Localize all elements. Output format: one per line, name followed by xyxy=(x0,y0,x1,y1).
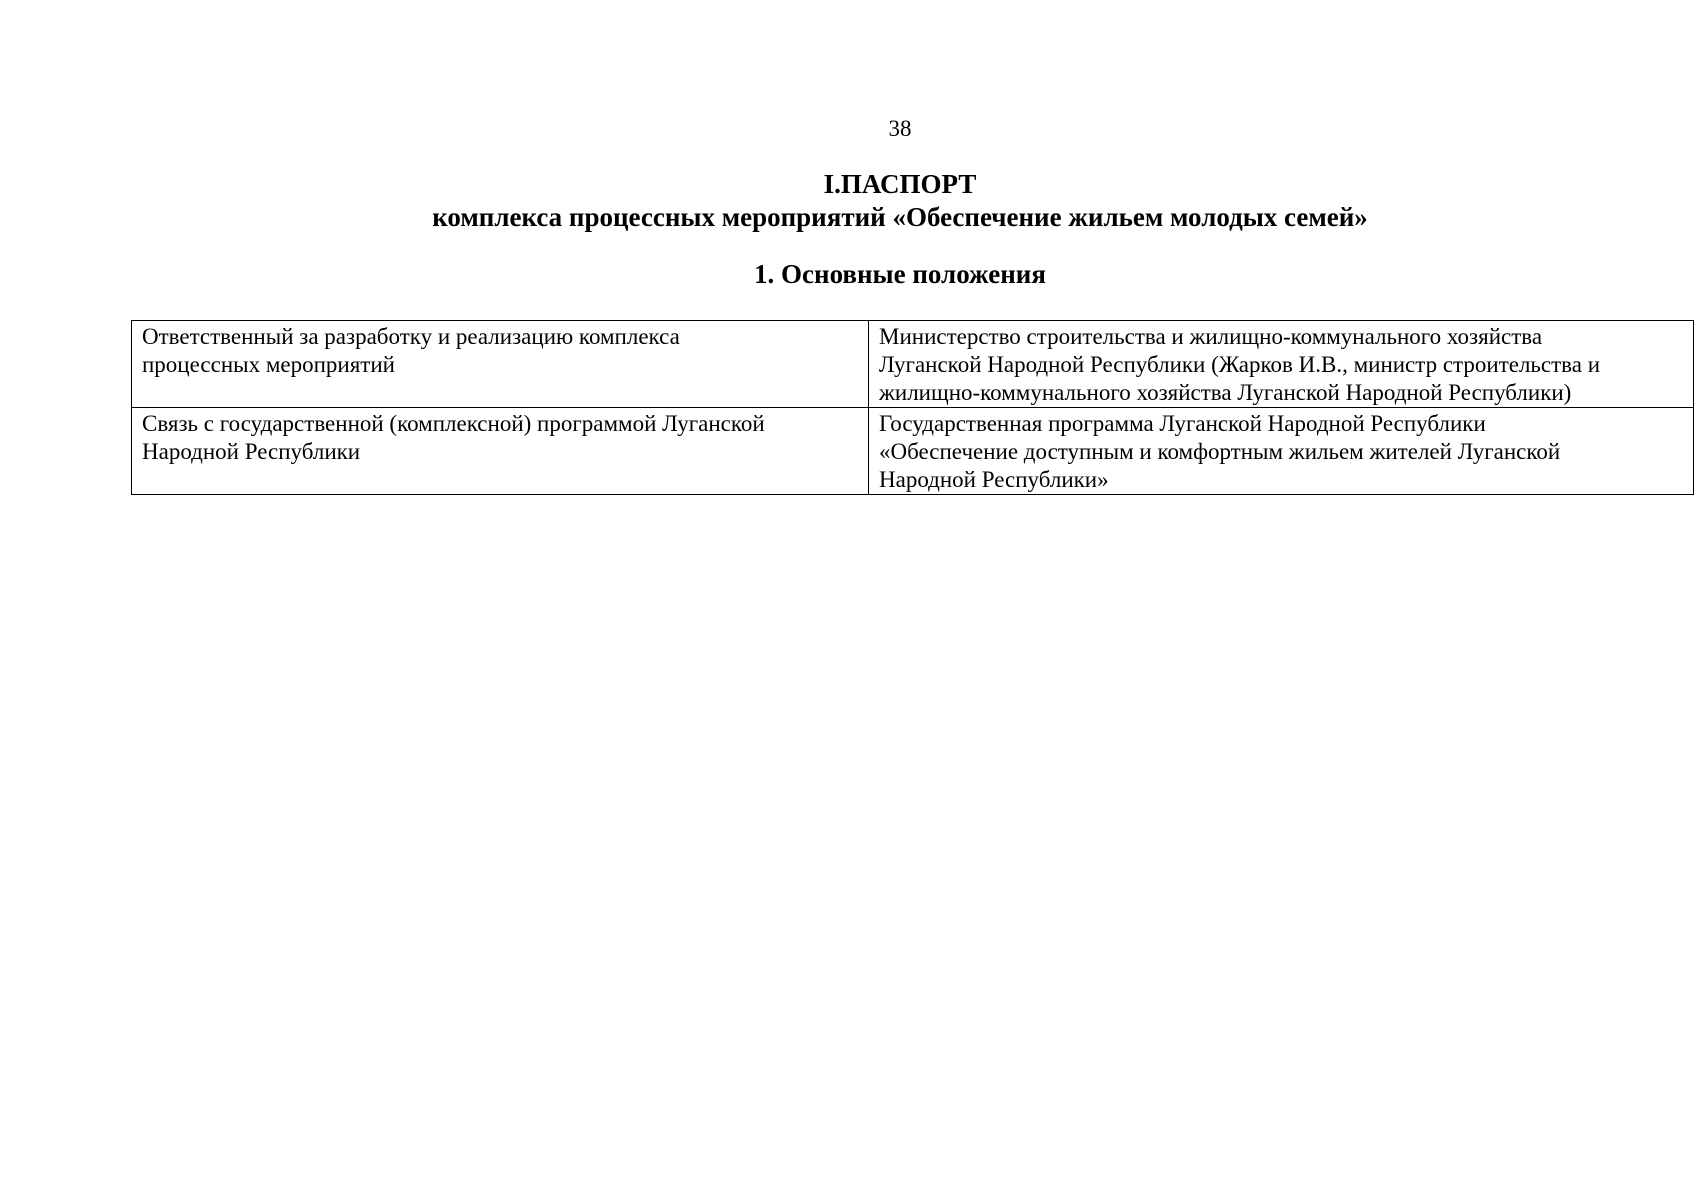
title-line-1: I.ПАСПОРТ xyxy=(823,169,977,199)
cell-text-line: Народной Республики xyxy=(142,439,361,464)
cell-text-line: Государственная программа Луганской Народной Республики xyxy=(879,411,1486,436)
cell-text-line: процессных мероприятий xyxy=(142,352,395,377)
table-cell-value xyxy=(869,408,1694,495)
section-heading: 1. Основные положения xyxy=(754,259,1046,289)
cell-text-line: Связь с государственной (комплексной) программой Луганской xyxy=(142,411,765,436)
passport-table xyxy=(131,320,1694,495)
table-cell-label xyxy=(132,408,869,495)
table-cell-label xyxy=(132,321,869,408)
cell-text-line: Народной Республики» xyxy=(879,467,1109,492)
title-line-2: комплекса процессных мероприятий «Обеспечение жильем молодых семей» xyxy=(432,202,1368,232)
page-number: 38 xyxy=(888,116,912,141)
document-title xyxy=(0,168,1697,234)
cell-text-line: Ответственный за разработку и реализацию комплекса xyxy=(142,324,680,349)
cell-text-line: «Обеспечение доступным и комфортным жильем жителей Луганской xyxy=(879,439,1561,464)
cell-text-line: Луганской Народной Республики (Жарков И.В., министр строительства и xyxy=(879,352,1601,377)
table-row xyxy=(132,408,1694,495)
table-cell-value xyxy=(869,321,1694,408)
cell-text-line: Министерство строительства и жилищно-коммунального хозяйства xyxy=(879,324,1543,349)
table-row xyxy=(132,321,1694,408)
cell-text-line: жилищно-коммунального хозяйства Луганской Народной Республики) xyxy=(879,380,1572,405)
